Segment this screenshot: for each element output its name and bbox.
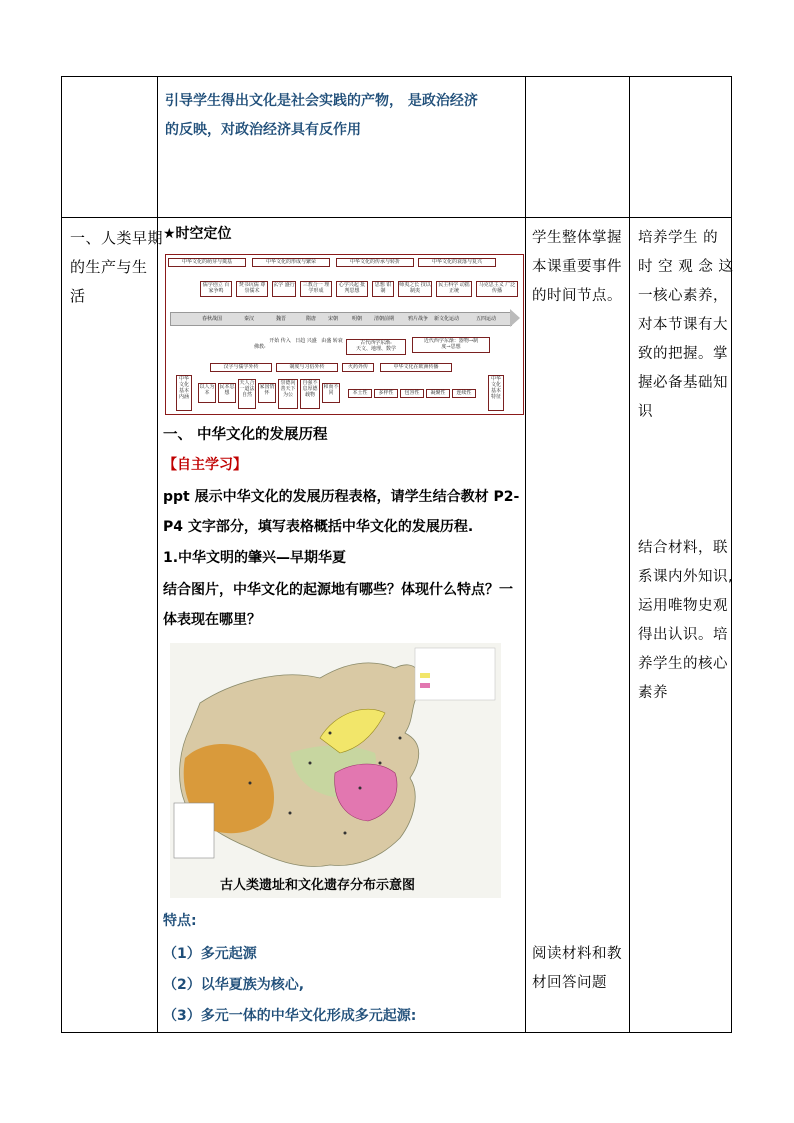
col-divider-2 [525, 76, 526, 1033]
intent-line: 培养学生 的 [638, 230, 719, 246]
activity-line: 阅读材料和教 [532, 946, 622, 962]
timeline-arrow-head [510, 309, 520, 327]
student-activity-top [532, 224, 622, 311]
feature-item: 包容性 [400, 389, 424, 398]
row1-line2: 的反映，对政治经济具有反作用 [165, 122, 361, 138]
upper-box: 马克思主义 广泛传播 [476, 281, 518, 297]
question-line2: 体表现在哪里？ [163, 612, 261, 628]
design-intent-bottom [638, 534, 733, 708]
section-title: 一、 中华文化的发展历程 [163, 427, 328, 443]
upper-box: 心学兴起 批判思想 [336, 281, 368, 297]
table-border-bottom [61, 1032, 732, 1033]
spread-box: 火药外传 [342, 363, 374, 372]
spread-box: 中华文化在欧洲传播 [380, 363, 452, 372]
period-label: 明朝 [352, 316, 363, 322]
upper-box: 儒学创立 百家争鸣 [200, 281, 232, 297]
intent-line: 致的把握。掌 [638, 346, 728, 362]
activity-line: 材回答问题 [532, 975, 607, 991]
intent-line: 一核心素养， [638, 288, 728, 304]
modern-west-line: 近代西学东渐：器物→制 [423, 338, 479, 344]
upper-box: 三教合一 理学形成 [300, 281, 332, 297]
intent-line: 时 空 观 念 这 [638, 259, 734, 275]
col1-line: 一、人类早期 [70, 229, 164, 247]
intent-line: 结合材料，联 [638, 540, 728, 556]
connotation-item: 和而不同 [322, 383, 340, 403]
connotation-item: 崇德向善天下为公 [278, 379, 298, 409]
buddhism-stage: 开始 传入 [268, 337, 292, 353]
intent-line: 握必备基础知 [638, 375, 728, 391]
upper-box: 焚书坑儒 尊崇儒术 [236, 281, 268, 297]
period-label: 五四运动 [476, 316, 497, 322]
culture-feature-box: 中华文化基本特征 [488, 375, 504, 411]
col1-line: 活 [70, 287, 86, 305]
ancient-sites-map [170, 643, 501, 898]
buddhism-label: 佛教: [254, 344, 266, 350]
intent-line: 运用唯物史观 [638, 598, 728, 614]
intent-line: 素养 [638, 685, 668, 701]
connotation-item: 自强不息厚德载物 [300, 379, 320, 409]
feature-line: （1）多元起源 [163, 946, 257, 962]
activity-line: 的时间节点。 [532, 288, 622, 304]
feature-line: （3）多元一体的中华文化形成多元起源: [163, 1008, 417, 1024]
connotation-item: 家国情怀 [258, 383, 276, 403]
culture-timeline-diagram [165, 254, 524, 415]
feature-item: 本土性 [348, 389, 372, 398]
table-border-top [61, 76, 732, 77]
col1-line: 的生产与生 [70, 258, 148, 276]
ppt-instruction-line2: P4 文字部分，填写表格概括中华文化的发展历程. [163, 519, 474, 535]
student-activity-bottom [532, 940, 622, 998]
design-intent-top [638, 224, 733, 427]
intent-line: 系课内外知识, [638, 569, 734, 585]
col-border-left [61, 76, 62, 1033]
self-study-label: 【自主学习】 [163, 457, 247, 473]
period-label: 鸦片战争 [408, 316, 429, 322]
col-divider-3 [629, 76, 630, 1033]
buddhism-stage: 由盛 转衰 [320, 337, 344, 353]
period-label: 隋唐 [306, 316, 317, 322]
activity-line: 学生整体掌握 [532, 230, 622, 246]
spread-box: 汉字与儒学外传 [210, 363, 272, 372]
upper-box: 玄学 盛行 [272, 281, 296, 297]
stage-box: 中华文化的形成与繁荣 [252, 258, 330, 267]
section-heading-cell [70, 224, 163, 311]
features-label: 特点: [163, 913, 197, 929]
col-divider-1 [157, 76, 158, 1033]
intent-line: 识 [638, 404, 653, 420]
time-space-title: ★时空定位 [163, 226, 232, 242]
ancient-west-line: 古代西学东渐: [360, 340, 392, 346]
item1-heading: 1.中华文明的肇兴—早期华夏 [163, 550, 347, 566]
stage-box: 中华文化的衰落与复兴 [418, 258, 496, 267]
row-divider [61, 217, 732, 218]
connotation-item: 天人合一道法自然 [238, 379, 256, 409]
connotation-item: 民本思想 [218, 383, 236, 403]
intent-line: 得出认识。培 [638, 627, 728, 643]
map-caption: 古人类遗址和文化遗存分布示意图 [220, 878, 416, 893]
upper-box: 思想 钳制 [372, 281, 394, 297]
spread-box: 制度与习俗外传 [276, 363, 338, 372]
buddhism-stage: 日趋 兴盛 [294, 337, 318, 353]
ppt-instruction-line1: ppt 展示中华文化的发展历程表格，请学生结合教材 P2- [163, 489, 520, 505]
activity-line: 本课重要事件 [532, 259, 622, 275]
modern-west-box [412, 337, 490, 353]
intent-line: 养学生的核心 [638, 656, 728, 672]
feature-item: 多样性 [374, 389, 398, 398]
feature-item: 凝聚性 [426, 389, 450, 398]
feature-line: （2）以华夏族为核心, [163, 977, 305, 993]
ancient-west-line: 天文、地理、数学 [355, 346, 396, 352]
upper-box: 师夷之长 技以制夷 [398, 281, 432, 297]
period-label: 秦汉 [244, 316, 255, 322]
stage-box: 中华文化的传承与转折 [336, 258, 414, 267]
upper-box: 民主科学 动摇正统 [436, 281, 472, 297]
culture-connotation-box: 中华文化基本内涵 [176, 375, 192, 411]
connotation-item: 以人为本 [198, 383, 216, 403]
period-label: 魏晋 [276, 316, 287, 322]
period-label: 宋朝 [328, 316, 339, 322]
period-label: 新文化运动 [434, 316, 460, 322]
period-label: 春秋战国 [202, 316, 223, 322]
modern-west-line: 度→思想 [441, 344, 461, 350]
stage-box: 中华文化的萌芽与奠基 [168, 258, 246, 267]
ancient-west-box [346, 339, 406, 355]
question-line1: 结合图片，中华文化的起源地有哪些？体现什么特点？一 [163, 582, 513, 598]
period-label: 清朝前期 [374, 316, 395, 322]
row1-line1: 引导学生得出文化是社会实践的产物， 是政治经济 [165, 93, 478, 109]
feature-item: 连续性 [452, 389, 476, 398]
intent-line: 对本节课有大 [638, 317, 728, 333]
